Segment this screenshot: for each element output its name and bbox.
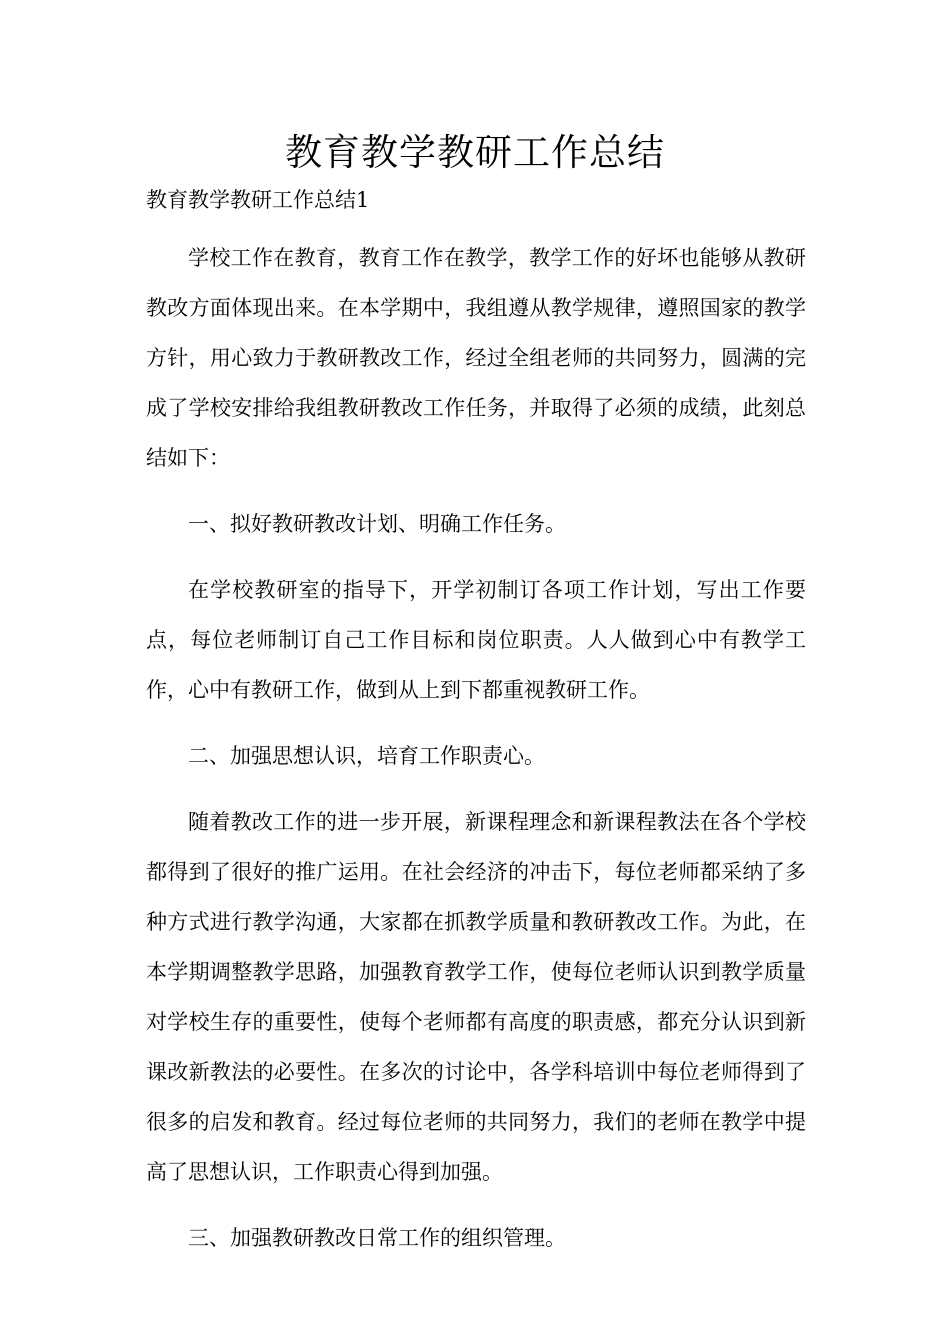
document-body bbox=[146, 233, 806, 1279]
document-title: 教育教学教研工作总结 bbox=[285, 131, 665, 174]
document-subtitle: 教育教学教研工作总结1 bbox=[146, 188, 370, 212]
paragraph-section-1: 在学校教研室的指导下，开学初制订各项工作计划，写出工作要点，每位老师制订自己工作目标和岗位职责。人人做到心中有教学工作，心中有教研工作，做到从上到下都重视教研工作。 bbox=[146, 578, 806, 702]
paragraph-intro: 学校工作在教育，教育工作在教学，教学工作的好坏也能够从教研教改方面体现出来。在本学期中，我组遵从教学规律，遵照国家的教学方针，用心致力于教研教改工作，经过全组老师的共同努力，圆满的完成了学校安排给我组教研教改工作任务，并取得了必须的成绩，此刻总结如下： bbox=[146, 246, 806, 470]
section-heading-3: 三、加强教研教改日常工作的组织管理。 bbox=[188, 1226, 566, 1250]
section-heading-2: 二、加强思想认识，培育工作职责心。 bbox=[188, 744, 545, 768]
paragraph-section-2: 随着教改工作的进一步开展，新课程理念和新课程教法在各个学校都得到了很好的推广运用。在社会经济的冲击下，每位老师都采纳了多种方式进行教学沟通，大家都在抓教学质量和教研教改工作。为此，在本学期调整教学思路，加强教育教学工作，使每位老师认识到教学质量对学校生存的重要性，使每个老师都有高度的职责感，都充分认识到新课改新教法的必要性。在多次的讨论中，各学科培训中每位老师得到了很多的启发和教育。经过每位老师的共同努力，我们的老师在教学中提高了思想认识，工作职责心得到加强。 bbox=[146, 810, 806, 1184]
section-heading-1: 一、拟好教研教改计划、明确工作任务。 bbox=[188, 512, 566, 536]
